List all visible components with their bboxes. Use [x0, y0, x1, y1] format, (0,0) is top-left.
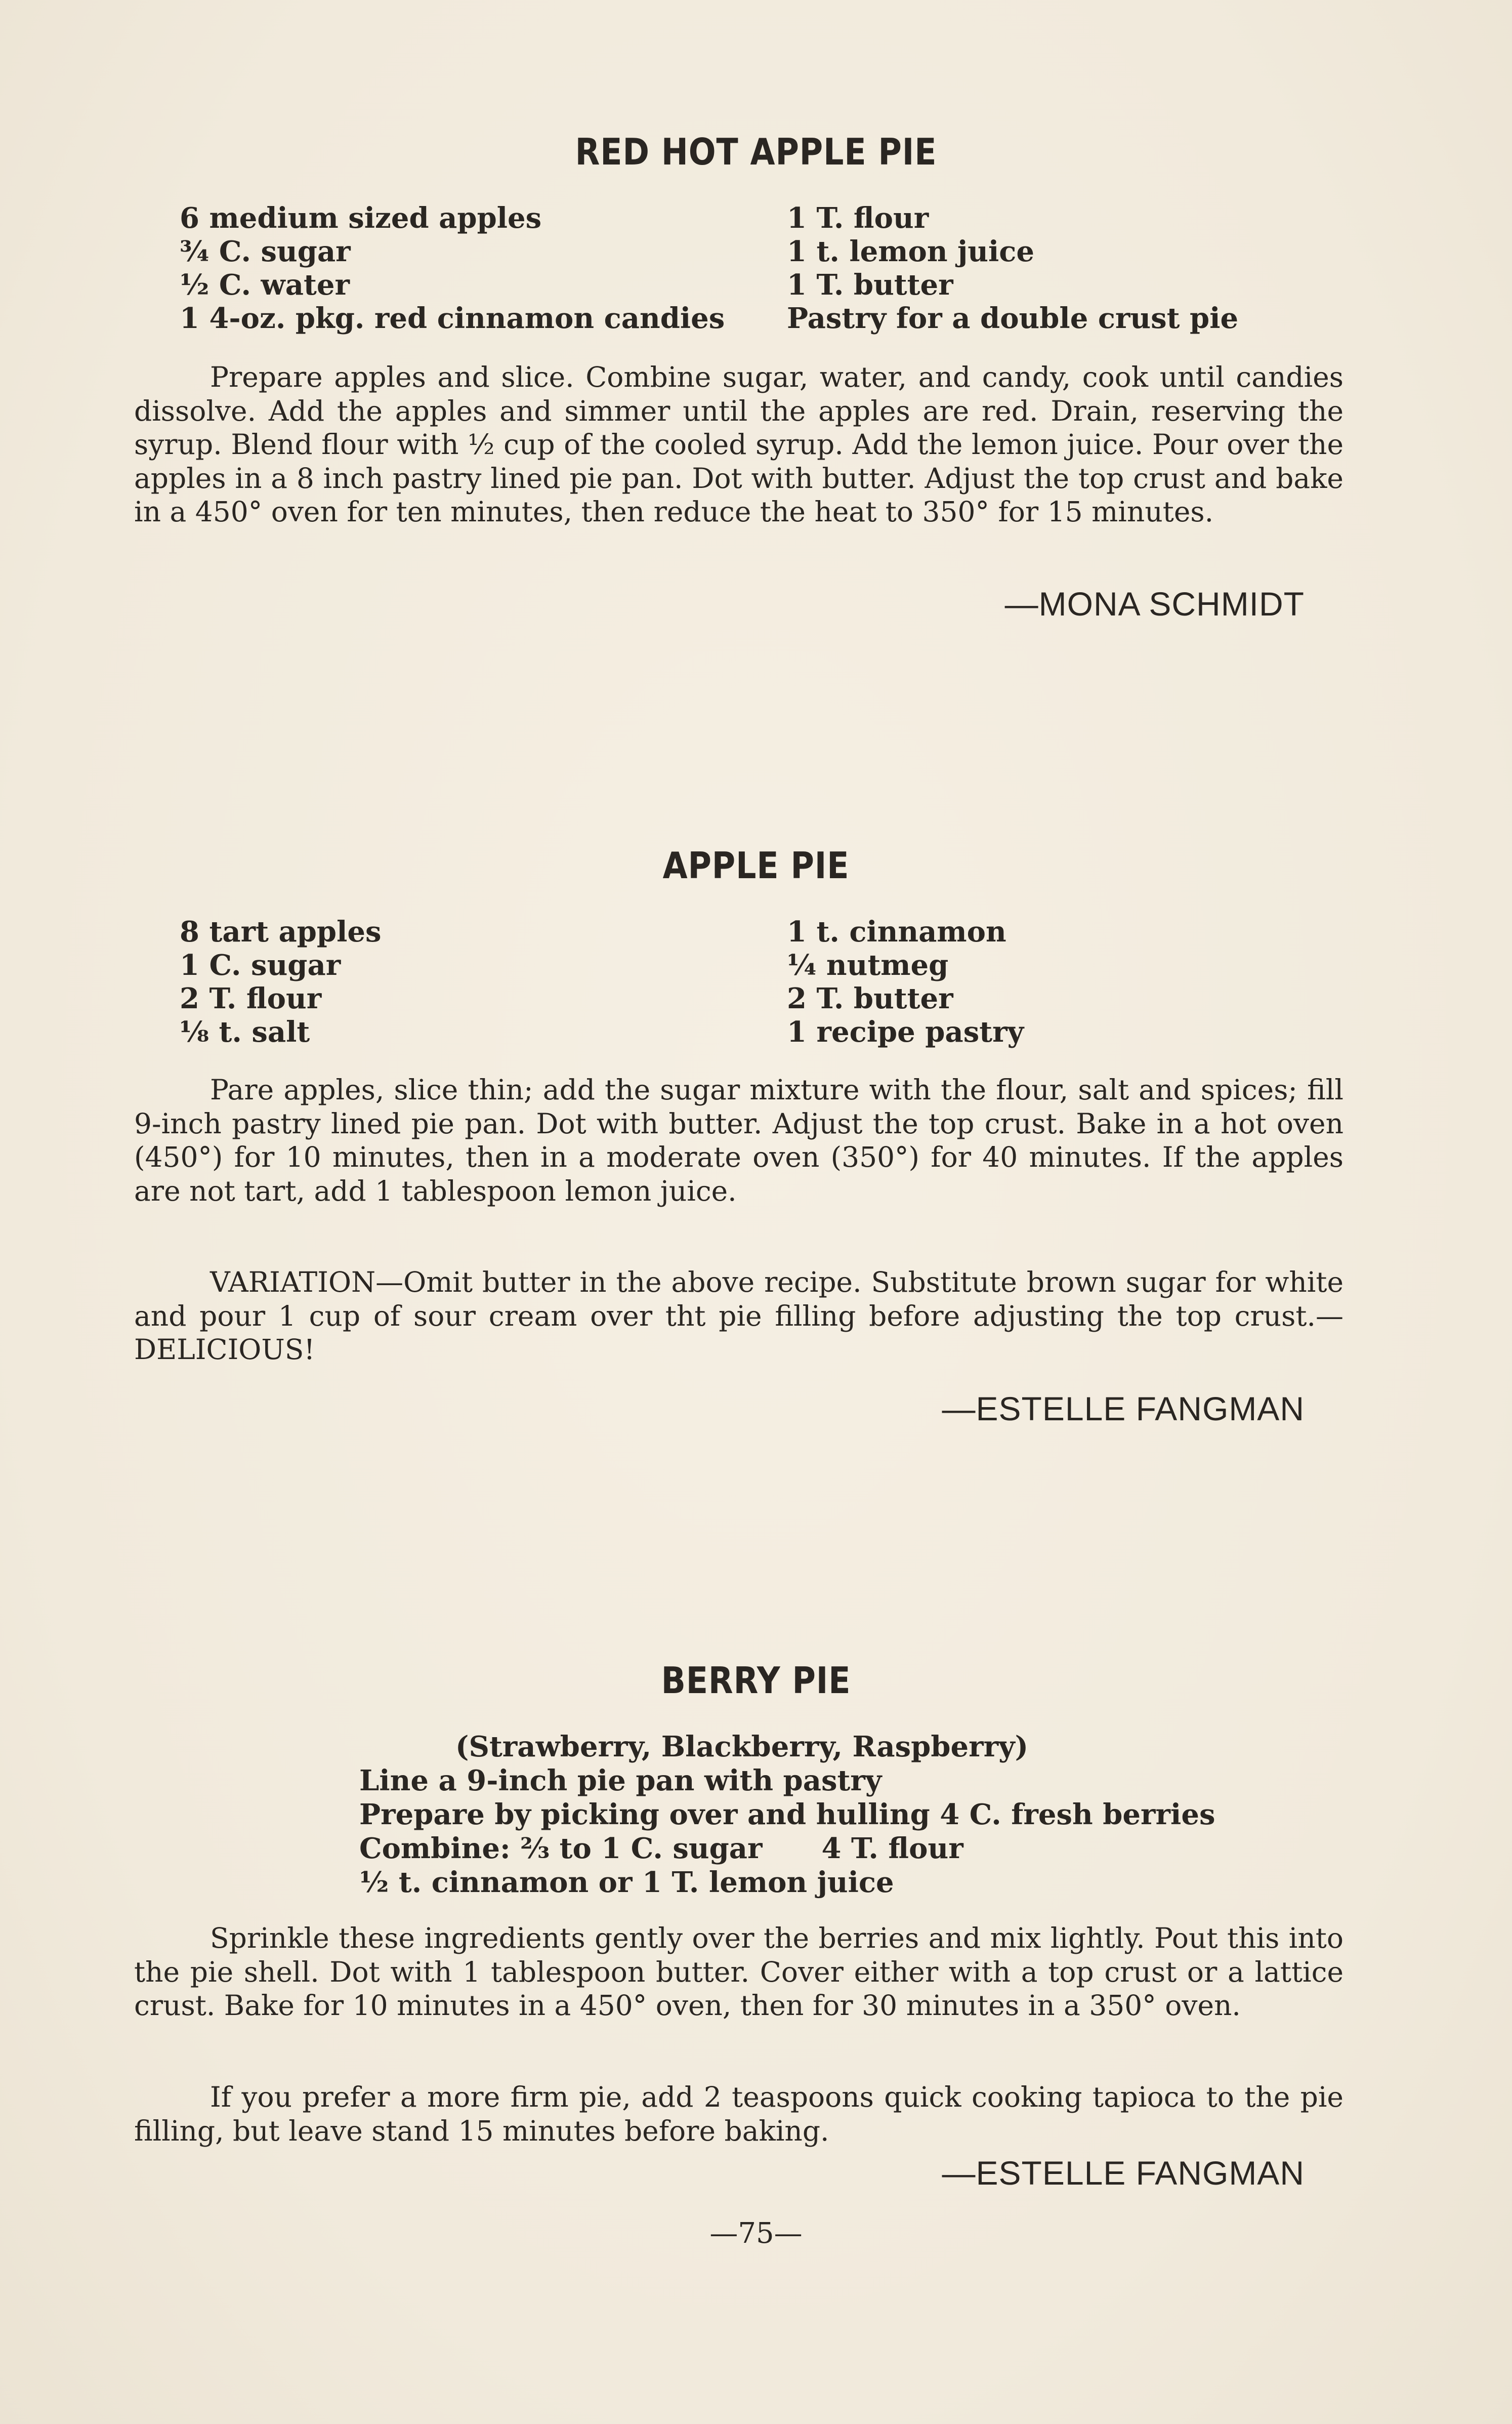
recipe-author: —MONA SCHMIDT: [1004, 585, 1305, 623]
berry-instructions: [359, 1730, 1215, 1900]
ingredient: Pastry for a double crust pie: [787, 302, 1239, 335]
recipe-directions: [134, 1921, 1343, 2023]
ingredient: 1 recipe pastry: [787, 1015, 1024, 1049]
directions-text: Prepare apples and slice. Combine sugar, water, and candy, cook until candies dissolve. Add the apples and simmer until the apples are red. Drain, reserving the syrup. Blend flour with ½ cup of the cooled syrup. Add the lemon juice. Pour over the apples in a 8 inch pastry lined pie pan. Dot with butter. Adjust the top crust and bake in a 450° oven for ten minutes, then reduce the heat to 350° for 15 minutes.: [134, 361, 1343, 528]
ingredient: 6 medium sized apples: [180, 201, 542, 235]
ingredient: 2 T. flour: [180, 982, 322, 1015]
ingredient: 1 4-oz. pkg. red cinnamon candies: [180, 302, 725, 335]
recipe-subtitle: (Strawberry, Blackberry, Raspberry): [455, 1730, 1029, 1763]
ingredient: ⅛ t. salt: [180, 1015, 310, 1049]
ingredient: ¼ nutmeg: [787, 949, 949, 982]
ingredient: ½ C. water: [180, 268, 350, 302]
recipe-note: [134, 2080, 1343, 2148]
recipe-directions: [134, 1073, 1343, 1208]
ingredient: 8 tart apples: [180, 915, 382, 949]
recipe-directions: [134, 360, 1343, 529]
step: ½ t. cinnamon or 1 T. lemon juice: [359, 1866, 894, 1899]
recipe-title: BERRY PIE: [661, 1659, 851, 1702]
ingredient: 1 T. flour: [787, 201, 929, 235]
directions-text: Sprinkle these ingredients gently over the berries and mix lightly. Pout this into the pie shell. Dot with 1 tablespoon butter. Cover either with a top crust or a lattice crust. Bake for 10 minutes in a 450° oven, then for 30 minutes in a 350° oven.: [134, 1922, 1343, 2022]
step: Line a 9-inch pie pan with pastry: [359, 1764, 882, 1797]
variation-text: VARIATION—Omit butter in the above recipe. Substitute brown sugar for white and pour 1 cup of sour cream over tht pie filling before adjusting the top crust.—DELICIOUS!: [134, 1266, 1343, 1366]
ingredient-list-left: [180, 915, 382, 1049]
directions-text: Pare apples, slice thin; add the sugar mixture with the flour, salt and spices; fill 9-inch pastry lined pie pan. Dot with butter. Adjust the top crust. Bake in a hot oven (450°) for 10 minutes, then in a moderate oven (350°) for 40 minutes. If the apples are not tart, add 1 tablespoon lemon juice.: [134, 1074, 1343, 1207]
ingredient: 1 t. cinnamon: [787, 915, 1006, 949]
ingredient: 1 C. sugar: [180, 949, 341, 982]
ingredient-list-right: [787, 201, 1238, 335]
ingredient: ¾ C. sugar: [180, 235, 351, 268]
recipe-title: APPLE PIE: [662, 844, 850, 887]
step: Combine: ⅔ to 1 C. sugar 4 T. flour: [359, 1832, 963, 1865]
page-number: —75—: [709, 2217, 803, 2250]
recipe-author: —ESTELLE FANGMAN: [942, 2154, 1305, 2192]
ingredient: 2 T. butter: [787, 982, 953, 1015]
ingredient: 1 t. lemon juice: [787, 235, 1035, 268]
ingredient-list-right: [787, 915, 1024, 1049]
recipe-title: RED HOT APPLE PIE: [575, 131, 937, 173]
recipe-author: —ESTELLE FANGMAN: [942, 1390, 1305, 1427]
ingredient: 1 T. butter: [787, 268, 953, 302]
ingredient-list-left: [180, 201, 725, 335]
recipe-variation: [134, 1265, 1343, 1367]
note-text: If you prefer a more firm pie, add 2 teaspoons quick cooking tapioca to the pie filling, but leave stand 15 minutes before baking.: [134, 2081, 1343, 2147]
step: Prepare by picking over and hulling 4 C. fresh berries: [359, 1798, 1215, 1831]
